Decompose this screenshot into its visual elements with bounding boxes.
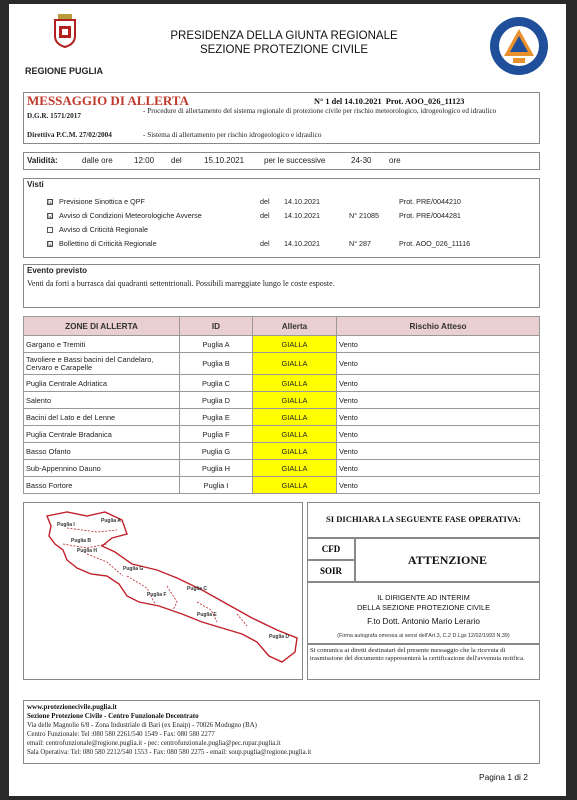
zone-name: Tavoliere e Bassi bacini del Candelaro, Cervaro e Carapelle: [24, 353, 180, 375]
directive-label: Direttiva P.C.M. 27/02/2004: [27, 131, 112, 139]
page-number: Pagina 1 di 2: [479, 772, 528, 782]
zone-name: Salento: [24, 392, 180, 409]
map-label: Puglia D: [269, 634, 290, 640]
validity-ore-label: ore: [389, 156, 401, 165]
zone-name: Bacini del Lato e del Lenne: [24, 409, 180, 426]
risk: Vento: [337, 426, 540, 443]
validity-del-label: del: [171, 156, 182, 165]
column-header: ID: [180, 317, 253, 336]
column-header: ZONE DI ALLERTA: [24, 317, 180, 336]
validity-time: 12:00: [134, 156, 155, 165]
alert-level: GIALLA: [253, 443, 337, 460]
visti-row: [47, 211, 537, 221]
dgr-label: D.G.R. 1571/2017: [27, 112, 81, 120]
map-label: Puglia C: [187, 586, 208, 592]
visti-prot: Prot. PRE/0044281: [399, 211, 461, 220]
visti-del: del: [260, 239, 270, 248]
zone-id: Puglia E: [180, 409, 253, 426]
signature: F.to Dott. Antonio Mario Lerario: [367, 617, 480, 626]
message-title: MESSAGGIO DI ALLERTA: [27, 93, 189, 108]
footer-email: email: centrofunzionale@regione.puglia.it - pec: centrofunzionale.puglia@pec.rupar.puglia.it: [27, 740, 281, 747]
visti-del: del: [260, 211, 270, 220]
alert-level: GIALLA: [253, 375, 337, 392]
zone-name: Gargano e Tremiti: [24, 336, 180, 353]
visti-title: Visti: [27, 180, 44, 189]
checkbox: ☑: [48, 242, 54, 249]
map-label: Puglia A: [101, 518, 121, 524]
table-row: [24, 409, 540, 426]
alert-level: GIALLA: [253, 353, 337, 375]
visti-date: 14.10.2021: [284, 239, 320, 248]
header-title-line1: PRESIDENZA DELLA GIUNTA REGIONALE: [170, 30, 398, 42]
alert-level: GIALLA: [253, 392, 337, 409]
visti-row: [47, 197, 537, 207]
alert-level: GIALLA: [253, 477, 337, 494]
visti-num: N° 21085: [349, 211, 380, 220]
table-row: [24, 426, 540, 443]
visti-row: [47, 239, 537, 249]
visti-date: 14.10.2021: [284, 211, 320, 220]
map-label: Puglia H: [77, 548, 98, 554]
visti-prot: Prot. PRE/0044210: [399, 197, 461, 206]
zone-id: Puglia A: [180, 336, 253, 353]
risk: Vento: [337, 477, 540, 494]
column-header: Allerta: [253, 317, 337, 336]
phase-label: ATTENZIONE: [407, 553, 488, 567]
checkbox: ☑: [48, 200, 54, 207]
column-header: Rischio Atteso: [337, 317, 540, 336]
alert-level: GIALLA: [253, 336, 337, 353]
risk: Vento: [337, 409, 540, 426]
zone-id: Puglia H: [180, 460, 253, 477]
visti-label: Previsione Sinottica e QPF: [59, 197, 145, 206]
zone-id: Puglia G: [180, 443, 253, 460]
map-label: Puglia E: [197, 612, 217, 618]
dgr-text: - Procedure di allertamento del sistema regionale di protezione civile per rischio meteorologico, idrogeologico ed idraulico: [143, 107, 497, 115]
zone-name: Puglia Centrale Adriatica: [24, 375, 180, 392]
risk: Vento: [337, 336, 540, 353]
validity-hours: 24-30: [351, 156, 372, 165]
visti-date: 14.10.2021: [284, 197, 320, 206]
evento-text: Venti da forti a burrasca dai quadranti settentrionali. Possibili mareggiate lungo le coste esposte.: [27, 279, 335, 288]
table-row: [24, 336, 540, 353]
visti-num: N° 287: [349, 239, 372, 248]
table-header-row: [24, 317, 540, 336]
zone-id: Puglia D: [180, 392, 253, 409]
footer-website: www.protezionecivile.puglia.it: [27, 703, 117, 711]
zone-name: Sub-Appennino Dauno: [24, 460, 180, 477]
checkbox: [47, 227, 53, 233]
directive-text: - Sistema di allertamento per rischio idrogeologico e idraulico: [143, 131, 322, 139]
visti-prot: Prot. AOO_026_11116: [399, 239, 471, 248]
validity-label: Validità:: [27, 156, 58, 165]
zones-table: [23, 316, 540, 494]
table-row: [24, 460, 540, 477]
protezione-civile-logo-icon: [489, 16, 549, 76]
visti-row: [47, 225, 537, 235]
footer-centro: Centro Funzionale: Tel :080 580 2261/540 1549 - Fax: 080 580 2277: [27, 731, 215, 738]
message-number: N° 1 del 14.10.2021 Prot. AOO_026_11123: [314, 97, 465, 106]
region-name: REGIONE PUGLIA: [25, 66, 104, 76]
table-row: [24, 375, 540, 392]
region-crest-icon: [53, 14, 77, 48]
cfd-label: CFD: [321, 544, 341, 554]
director-line1: IL DIRIGENTE AD INTERIM: [377, 593, 470, 602]
map-label: Puglia B: [71, 538, 92, 544]
alert-level: GIALLA: [253, 426, 337, 443]
visti-del: del: [260, 197, 270, 206]
validity-from-label: dalle ore: [82, 156, 113, 165]
signature-note: (Firma autografa omessa ai sensi dell'Art.3, C.2 D.Lgs 12/02/1993 N.39): [337, 633, 510, 639]
alert-level: GIALLA: [253, 409, 337, 426]
zone-id: Puglia C: [180, 375, 253, 392]
visti-label: Avviso di Condizioni Meteorologiche Avverse: [59, 211, 202, 220]
validity-next-label: per le successive: [264, 156, 326, 165]
zone-name: Basso Ofanto: [24, 443, 180, 460]
document-page: [9, 4, 566, 796]
header-title-line2: SEZIONE PROTEZIONE CIVILE: [199, 44, 369, 56]
checkbox: ☑: [48, 214, 54, 221]
risk: Vento: [337, 443, 540, 460]
evento-title: Evento previsto: [27, 266, 88, 275]
risk: Vento: [337, 375, 540, 392]
map-label: Puglia G: [123, 566, 144, 572]
visti-label: Avviso di Criticità Regionale: [59, 225, 148, 234]
zone-name: Basso Fortore: [24, 477, 180, 494]
puglia-map: [27, 506, 299, 676]
zone-name: Puglia Centrale Bradanica: [24, 426, 180, 443]
zone-id: Puglia B: [180, 353, 253, 375]
operative-title: SI DICHIARA LA SEGUENTE FASE OPERATIVA:: [325, 514, 522, 524]
risk: Vento: [337, 392, 540, 409]
map-label: Puglia F: [147, 592, 167, 598]
soir-label: SOIR: [319, 566, 342, 576]
alert-level: GIALLA: [253, 460, 337, 477]
visti-label: Bollettino di Criticità Regionale: [59, 239, 157, 248]
map-label: Puglia I: [57, 522, 75, 528]
footer-sala: Sala Operativa: Tel: 080 580 2212/540 1553 - Fax: 080 580 2275 - email: soup.puglia@regione.puglia.it: [27, 749, 312, 756]
table-row: [24, 443, 540, 460]
zone-id: Puglia F: [180, 426, 253, 443]
table-row: [24, 392, 540, 409]
risk: Vento: [337, 460, 540, 477]
validity-date: 15.10.2021: [204, 156, 245, 165]
footer-section: Sezione Protezione Civile - Centro Funzionale Decentrato: [27, 712, 199, 720]
zone-id: Puglia I: [180, 477, 253, 494]
footer-address: Via delle Magnolie 6/8 - Zona Industriale di Bari (ex Enaip) - 70026 Modugno (BA): [27, 722, 257, 729]
table-row: [24, 353, 540, 375]
director-line2: DELLA SEZIONE PROTEZIONE CIVILE: [356, 603, 491, 612]
notice-text: Si comunica ai diretti destinatari del presente messaggio che la ricevuta di trasmissione del documento rappresenterà la certificazione dell'avvenuta notifica.: [310, 647, 525, 663]
region-outline: [47, 512, 297, 662]
risk: Vento: [337, 353, 540, 375]
table-row: [24, 477, 540, 494]
